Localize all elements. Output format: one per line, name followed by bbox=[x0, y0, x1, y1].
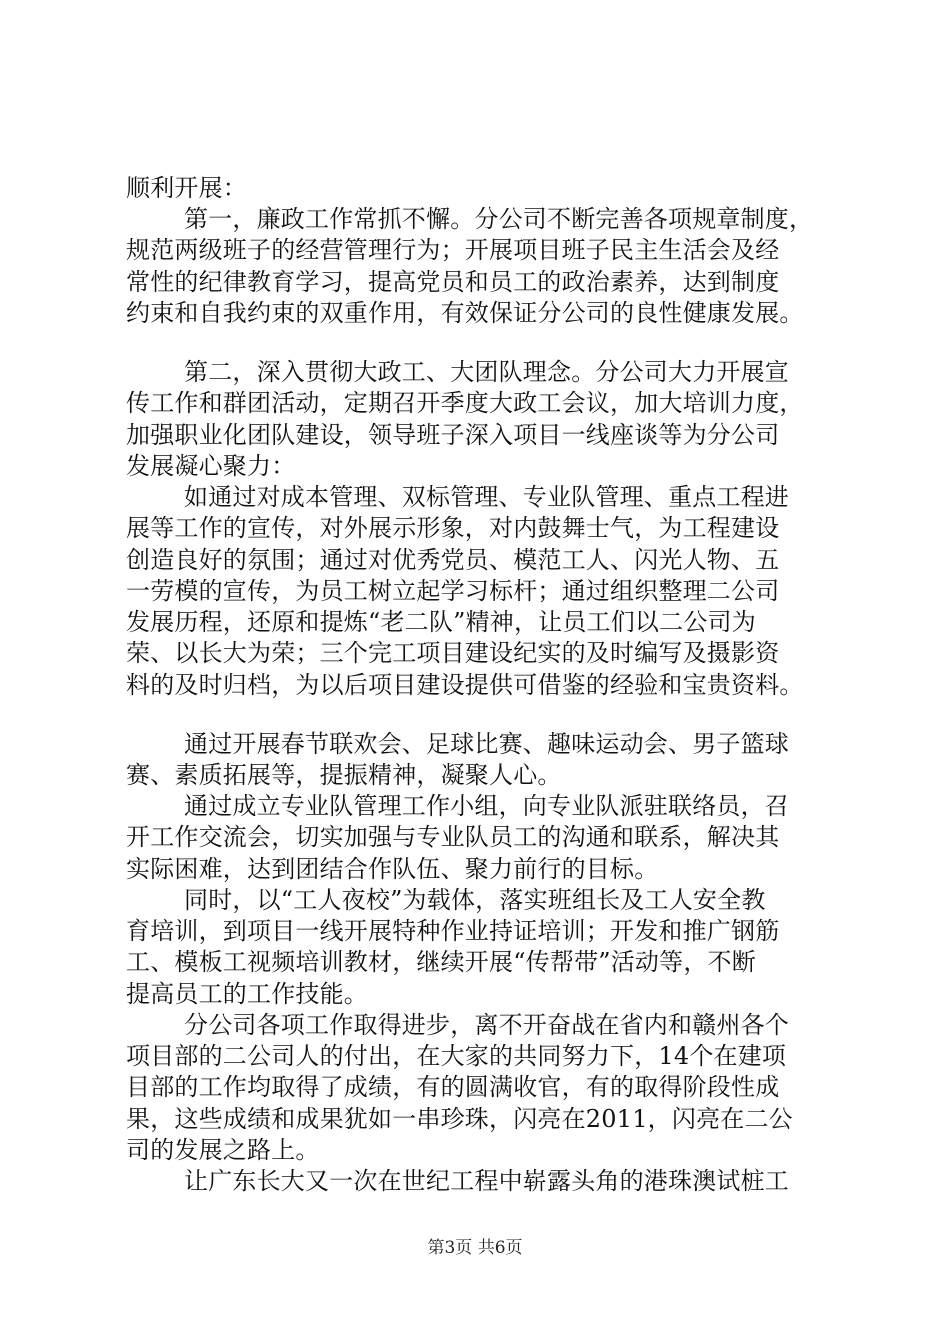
paragraph-line: 通过开展春节联欢会、足球比赛、趣味运动会、男子篮球 bbox=[184, 729, 789, 758]
paragraph-line: 规范两级班子的经营管理行为；开展项目班子民主生活会及经 bbox=[126, 236, 780, 265]
paragraph-line: 司的发展之路上。 bbox=[126, 1135, 320, 1164]
paragraph-line: 提高员工的工作技能。 bbox=[126, 979, 368, 1008]
paragraph-line: 一劳模的宣传，为员工树立起学习标杆；通过组织整理二公司 bbox=[126, 576, 780, 605]
paragraph-line: 工、模板工视频培训教材，继续开展“传帮带”活动等，不断 bbox=[126, 948, 756, 977]
paragraph-line: 常性的纪律教育学习，提高党员和员工的政治素养，达到制度 bbox=[126, 267, 780, 296]
paragraph-line: 发展历程，还原和提炼“老二队”精神，让员工们以二公司为 bbox=[126, 608, 756, 636]
paragraph-line: 赛、素质拓展等，提振精神，凝聚人心。 bbox=[126, 760, 562, 789]
paragraph-line: 约束和自我约束的双重作用，有效保证分公司的良性健康发展。 bbox=[126, 298, 804, 327]
paragraph-line: 荣、以长大为荣；三个完工项目建设纪实的及时编写及摄影资 bbox=[126, 639, 780, 668]
paragraph-line: 料的及时归档，为以后项目建设提供可借鉴的经验和宝贵资料。 bbox=[126, 670, 804, 699]
paragraph-line: 让广东长大又一次在世纪工程中崭露头角的港珠澳试桩工 bbox=[184, 1167, 789, 1195]
paragraph-line: 展等工作的宣传，对外展示形象，对内鼓舞士气，为工程建设 bbox=[126, 514, 780, 543]
paragraph-line: 发展凝心聚力： bbox=[126, 451, 296, 480]
paragraph-line: 传工作和群团活动，定期召开季度大政工会议，加大培训力度， bbox=[126, 389, 804, 418]
paragraph-line: 加强职业化团队建设，领导班子深入项目一线座谈等为分公司 bbox=[126, 420, 780, 449]
paragraph-line: 通过成立专业队管理工作小组，向专业队派驻联络员，召 bbox=[184, 792, 789, 821]
paragraph-line: 顺利开展： bbox=[126, 174, 247, 202]
paragraph-line: 项目部的二公司人的付出，在大家的共同努力下，14个在建项 bbox=[126, 1042, 787, 1070]
paragraph-line: 如通过对成本管理、双标管理、专业队管理、重点工程进 bbox=[184, 483, 789, 511]
paragraph-line: 果，这些成绩和成果犹如一串珍珠，闪亮在2011，闪亮在二公 bbox=[126, 1104, 793, 1133]
paragraph-line: 创造良好的氛围；通过对优秀党员、模范工人、闪光人物、五 bbox=[126, 545, 780, 574]
paragraph-line: 育培训，到项目一线开展特种作业持证培训；开发和推广钢筋 bbox=[126, 917, 780, 945]
paragraph-line: 第一，廉政工作常抓不懈。分公司不断完善各项规章制度， bbox=[184, 205, 814, 234]
paragraph-line: 开工作交流会，切实加强与专业队员工的沟通和联系，解决其 bbox=[126, 823, 780, 852]
paragraph-line: 实际困难，达到团结合作队伍、聚力前行的目标。 bbox=[126, 854, 659, 883]
paragraph-line: 第二，深入贯彻大政工、大团队理念。分公司大力开展宣 bbox=[184, 358, 789, 387]
paragraph-line: 目部的工作均取得了成绩，有的圆满收官，有的取得阶段性成 bbox=[126, 1073, 780, 1102]
paragraph-line: 分公司各项工作取得进步，离不开奋战在省内和赣州各个 bbox=[184, 1010, 789, 1039]
page-footer: 第3页 共6页 bbox=[427, 1238, 523, 1258]
paragraph-line: 同时，以“工人夜校”为载体，落实班组长及工人安全教 bbox=[184, 885, 766, 914]
